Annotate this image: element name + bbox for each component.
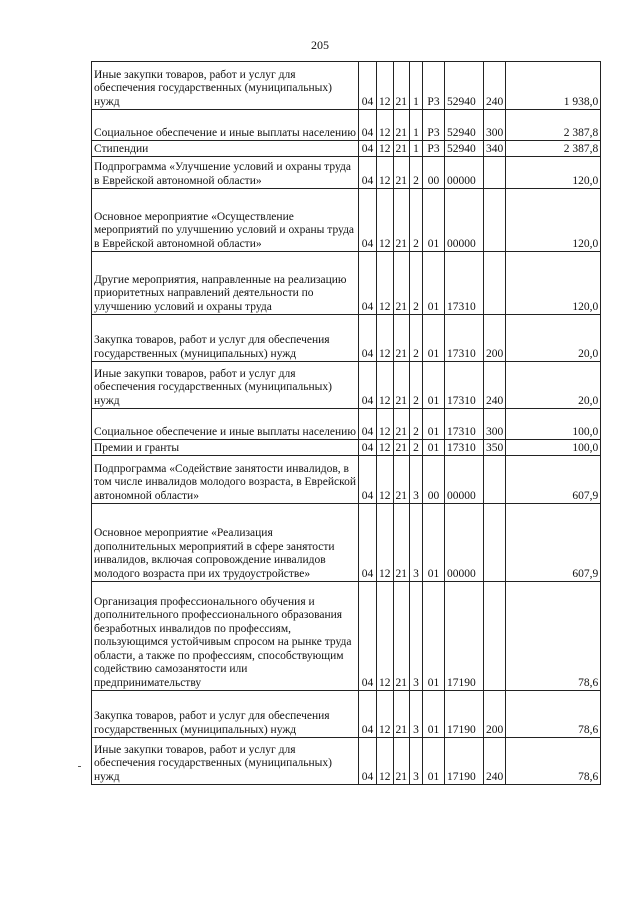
col-direction: 17310 — [445, 440, 484, 456]
col-direction: 52940 — [445, 141, 484, 157]
col-subprogram: 3 — [410, 691, 423, 738]
col-activity: 01 — [423, 315, 445, 362]
table-row — [92, 315, 601, 362]
col-subprogram: 1 — [410, 141, 423, 157]
table-row — [92, 141, 601, 157]
col-expense-type — [484, 189, 506, 252]
col-subsection: 12 — [377, 157, 394, 189]
col-subprogram: 3 — [410, 504, 423, 582]
col-subprogram: 2 — [410, 440, 423, 456]
col-activity: 01 — [423, 409, 445, 440]
col-subsection: 12 — [377, 141, 394, 157]
col-subsection: 12 — [377, 189, 394, 252]
margin-mark — [78, 766, 81, 767]
col-amount: 607,9 — [506, 504, 601, 582]
col-activity: 01 — [423, 582, 445, 691]
col-subsection: 12 — [377, 582, 394, 691]
col-subprogram: 1 — [410, 62, 423, 110]
row-name: Другие мероприятия, направленные на реализацию приоритетных направлений деятельности по улучшению условий и охраны труда — [92, 252, 359, 315]
col-direction: 17190 — [445, 582, 484, 691]
row-name: Социальное обеспечение и иные выплаты населению — [92, 110, 359, 141]
col-section: 04 — [359, 315, 377, 362]
col-amount: 100,0 — [506, 409, 601, 440]
col-amount: 2 387,8 — [506, 141, 601, 157]
col-expense-type: 240 — [484, 738, 506, 785]
col-subsection: 12 — [377, 362, 394, 409]
col-activity: 00 — [423, 456, 445, 504]
col-program: 21 — [393, 110, 410, 141]
col-section: 04 — [359, 189, 377, 252]
col-amount: 2 387,8 — [506, 110, 601, 141]
row-name: Премии и гранты — [92, 440, 359, 456]
col-direction: 00000 — [445, 157, 484, 189]
table-row — [92, 691, 601, 738]
table-row — [92, 110, 601, 141]
col-amount: 20,0 — [506, 362, 601, 409]
col-program: 21 — [393, 189, 410, 252]
col-section: 04 — [359, 738, 377, 785]
col-section: 04 — [359, 691, 377, 738]
col-program: 21 — [393, 315, 410, 362]
col-amount: 120,0 — [506, 189, 601, 252]
col-amount: 78,6 — [506, 691, 601, 738]
col-program: 21 — [393, 62, 410, 110]
col-program: 21 — [393, 582, 410, 691]
col-direction: 17310 — [445, 252, 484, 315]
col-section: 04 — [359, 252, 377, 315]
col-section: 04 — [359, 141, 377, 157]
col-program: 21 — [393, 157, 410, 189]
row-name: Организация профессионального обучения и дополнительного профессионального образования безработных инвалидов по профессиям, пользующимся устойчивым спросом на рынке труда области, а также по профессиям, способствующим содействию самозанятости или предпринимательству — [92, 582, 359, 691]
row-name: Закупка товаров, работ и услуг для обеспечения государственных (муниципальных) нужд — [92, 691, 359, 738]
table-row — [92, 157, 601, 189]
row-name: Иные закупки товаров, работ и услуг для обеспечения государственных (муниципальных) нужд — [92, 62, 359, 110]
col-program: 21 — [393, 362, 410, 409]
col-activity: 01 — [423, 691, 445, 738]
table-row — [92, 582, 601, 691]
col-amount: 120,0 — [506, 157, 601, 189]
col-subsection: 12 — [377, 738, 394, 785]
col-expense-type: 340 — [484, 141, 506, 157]
row-name: Иные закупки товаров, работ и услуг для обеспечения государственных (муниципальных) нужд — [92, 362, 359, 409]
col-direction: 17310 — [445, 315, 484, 362]
col-subprogram: 2 — [410, 157, 423, 189]
row-name: Подпрограмма «Содействие занятости инвалидов, в том числе инвалидов молодого возраста, в Еврейской автономной области» — [92, 456, 359, 504]
col-amount: 100,0 — [506, 440, 601, 456]
col-expense-type — [484, 582, 506, 691]
row-name: Закупка товаров, работ и услуг для обеспечения государственных (муниципальных) нужд — [92, 315, 359, 362]
col-direction: 00000 — [445, 189, 484, 252]
col-expense-type: 200 — [484, 691, 506, 738]
col-activity: 01 — [423, 440, 445, 456]
col-subsection: 12 — [377, 252, 394, 315]
col-activity: Р3 — [423, 141, 445, 157]
col-amount: 78,6 — [506, 582, 601, 691]
col-activity: 01 — [423, 738, 445, 785]
col-direction: 17310 — [445, 362, 484, 409]
col-expense-type: 300 — [484, 110, 506, 141]
table-row — [92, 504, 601, 582]
col-subprogram: 2 — [410, 189, 423, 252]
col-amount: 607,9 — [506, 456, 601, 504]
col-subsection: 12 — [377, 456, 394, 504]
col-program: 21 — [393, 440, 410, 456]
col-activity: Р3 — [423, 110, 445, 141]
col-program: 21 — [393, 252, 410, 315]
col-expense-type: 200 — [484, 315, 506, 362]
row-name: Стипендии — [92, 141, 359, 157]
row-name: Социальное обеспечение и иные выплаты населению — [92, 409, 359, 440]
col-direction: 52940 — [445, 110, 484, 141]
col-subprogram: 3 — [410, 738, 423, 785]
col-program: 21 — [393, 409, 410, 440]
table-row — [92, 62, 601, 110]
col-subsection: 12 — [377, 504, 394, 582]
col-expense-type: 350 — [484, 440, 506, 456]
col-subsection: 12 — [377, 691, 394, 738]
col-section: 04 — [359, 504, 377, 582]
table-row — [92, 440, 601, 456]
col-subsection: 12 — [377, 110, 394, 141]
col-section: 04 — [359, 456, 377, 504]
col-subprogram: 1 — [410, 110, 423, 141]
col-direction: 00000 — [445, 456, 484, 504]
col-section: 04 — [359, 409, 377, 440]
col-direction: 00000 — [445, 504, 484, 582]
col-expense-type: 300 — [484, 409, 506, 440]
col-amount: 120,0 — [506, 252, 601, 315]
col-expense-type: 240 — [484, 362, 506, 409]
col-subprogram: 2 — [410, 362, 423, 409]
row-name: Подпрограмма «Улучшение условий и охраны труда в Еврейской автономной области» — [92, 157, 359, 189]
col-section: 04 — [359, 157, 377, 189]
col-amount: 1 938,0 — [506, 62, 601, 110]
col-amount: 20,0 — [506, 315, 601, 362]
col-expense-type: 240 — [484, 62, 506, 110]
col-expense-type — [484, 252, 506, 315]
col-program: 21 — [393, 456, 410, 504]
table-row — [92, 252, 601, 315]
col-program: 21 — [393, 691, 410, 738]
col-subsection: 12 — [377, 409, 394, 440]
col-direction: 17190 — [445, 738, 484, 785]
col-section: 04 — [359, 362, 377, 409]
col-subprogram: 2 — [410, 252, 423, 315]
col-expense-type — [484, 456, 506, 504]
row-name: Иные закупки товаров, работ и услуг для обеспечения государственных (муниципальных) нужд — [92, 738, 359, 785]
col-direction: 17310 — [445, 409, 484, 440]
table-row — [92, 738, 601, 785]
col-direction: 52940 — [445, 62, 484, 110]
page-number: 205 — [311, 38, 329, 52]
table-body — [92, 62, 601, 785]
col-direction: 17190 — [445, 691, 484, 738]
table-row — [92, 456, 601, 504]
col-expense-type — [484, 157, 506, 189]
col-section: 04 — [359, 110, 377, 141]
col-section: 04 — [359, 440, 377, 456]
table-row — [92, 362, 601, 409]
col-subprogram: 2 — [410, 315, 423, 362]
col-amount: 78,6 — [506, 738, 601, 785]
budget-table — [91, 61, 601, 785]
col-expense-type — [484, 504, 506, 582]
col-section: 04 — [359, 582, 377, 691]
table-row — [92, 409, 601, 440]
col-subsection: 12 — [377, 62, 394, 110]
row-name: Основное мероприятие «Осуществление мероприятий по улучшению условий и охраны труда в Еврейской автономной области» — [92, 189, 359, 252]
col-subsection: 12 — [377, 440, 394, 456]
col-subprogram: 3 — [410, 582, 423, 691]
row-name: Основное мероприятие «Реализация дополнительных мероприятий в сфере занятости инвалидов, включая сопровождение инвалидов молодого возраста при их трудоустройстве» — [92, 504, 359, 582]
col-subsection: 12 — [377, 315, 394, 362]
table-row — [92, 189, 601, 252]
col-program: 21 — [393, 738, 410, 785]
col-activity: Р3 — [423, 62, 445, 110]
col-activity: 00 — [423, 157, 445, 189]
col-subprogram: 3 — [410, 456, 423, 504]
col-section: 04 — [359, 62, 377, 110]
col-activity: 01 — [423, 252, 445, 315]
col-program: 21 — [393, 504, 410, 582]
col-activity: 01 — [423, 189, 445, 252]
col-activity: 01 — [423, 362, 445, 409]
col-activity: 01 — [423, 504, 445, 582]
col-subprogram: 2 — [410, 409, 423, 440]
col-program: 21 — [393, 141, 410, 157]
